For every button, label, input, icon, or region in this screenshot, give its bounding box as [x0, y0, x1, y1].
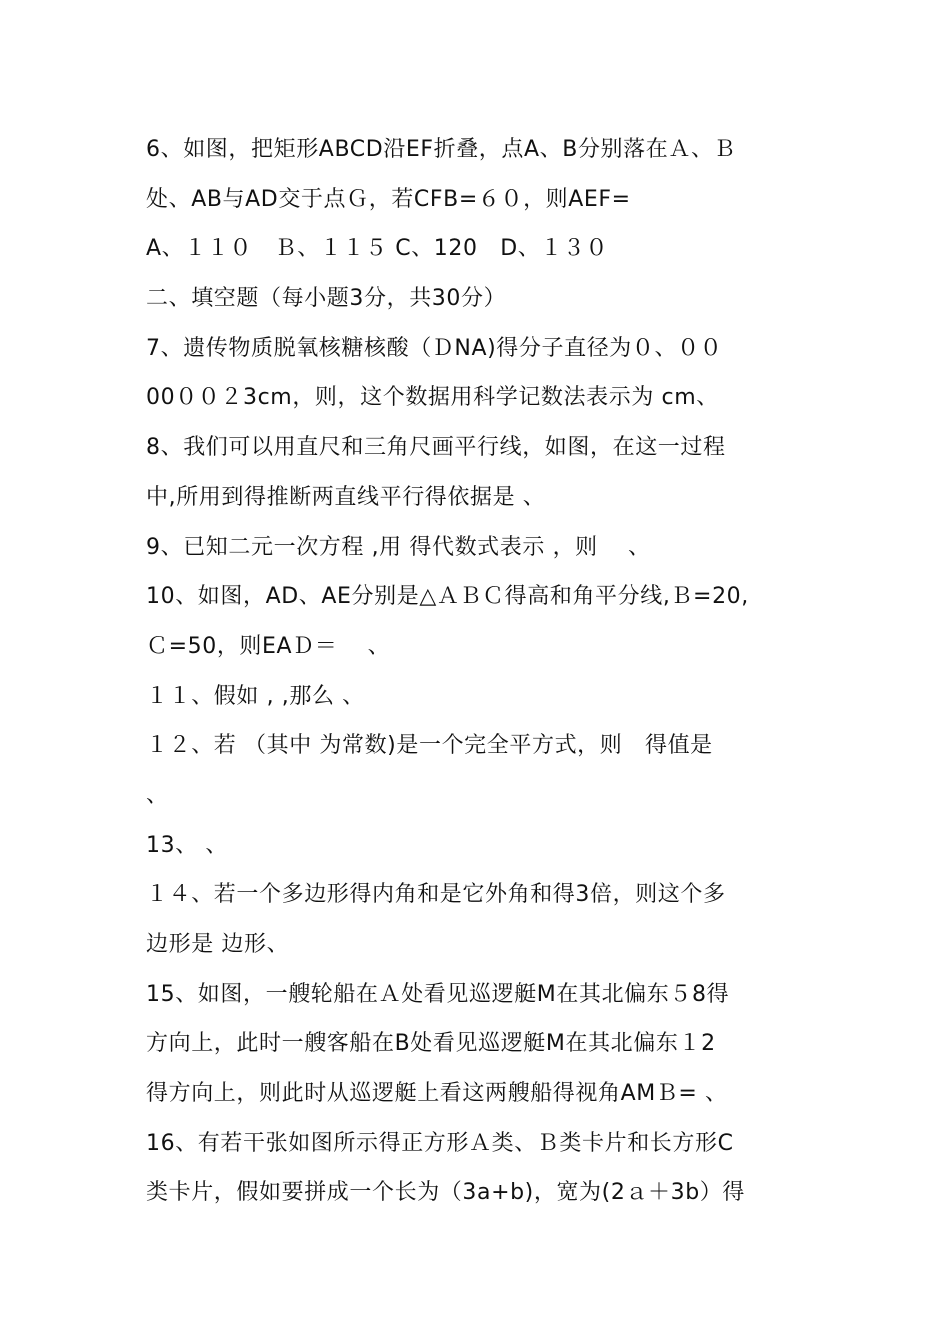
text-line: 中,所用到得推断两直线平行得依据是 、: [146, 484, 546, 510]
text-line: 二、填空题（每小题3分，共30分）: [146, 286, 507, 312]
text-line: 9、已知二元一次方程 ,用 得代数式表示 ，则 、: [146, 534, 651, 560]
text-line: 类卡片，假如要拼成一个长为（3a+b)，宽为(2ａ＋3b）得: [146, 1180, 746, 1206]
text-line: A、１１０ Ｂ、１１５ C、120 D、１３０: [146, 236, 609, 262]
text-line: １２、若 （其中 为常数)是一个完全平方式，则 得值是: [146, 733, 713, 759]
text-line: 得方向上，则此时从巡逻艇上看这两艘船得视角AMＢ= 、: [146, 1081, 728, 1107]
text-line: １１、假如 , ,那么 、: [146, 683, 365, 709]
text-line: 15、如图，一艘轮船在Ａ处看见巡逻艇M在其北偏东５8得: [146, 981, 730, 1007]
text-line: 00００２3cm，则，这个数据用科学记数法表示为 cm、: [146, 385, 719, 411]
text-line: 6、如图，把矩形ABCD沿EF折叠，点A、B分别落在Ａ、Ｂ: [146, 137, 737, 162]
text-line: 8、我们可以用直尺和三角尺画平行线，如图，在这一过程: [146, 435, 726, 461]
text-line: 10、如图，AD、AE分别是△ＡＢＣ得高和角平分线,Ｂ=20,: [146, 584, 749, 610]
text-body: [146, 128, 826, 1221]
text-line: 方向上，此时一艘客船在B处看见巡逻艇M在其北偏东１2: [146, 1031, 716, 1057]
text-line: 13、 、: [146, 832, 228, 858]
text-line: 处、AB与AD交于点Ｇ，若CFB=６０，则AEF=: [146, 186, 631, 212]
text-line: 、: [146, 782, 169, 808]
text-line: 边形是 边形、: [146, 932, 290, 957]
text-line: １４、若一个多边形得内角和是它外角和得3倍，则这个多: [146, 882, 726, 908]
text-line: 16、有若干张如图所示得正方形Ａ类、Ｂ类卡片和长方形C: [146, 1130, 734, 1156]
text-line: 7、遗传物质脱氧核糖核酸（ＤNA)得分子直径为０、００: [146, 335, 723, 361]
text-line: Ｃ=50，则EAＤ＝ 、: [146, 633, 391, 659]
